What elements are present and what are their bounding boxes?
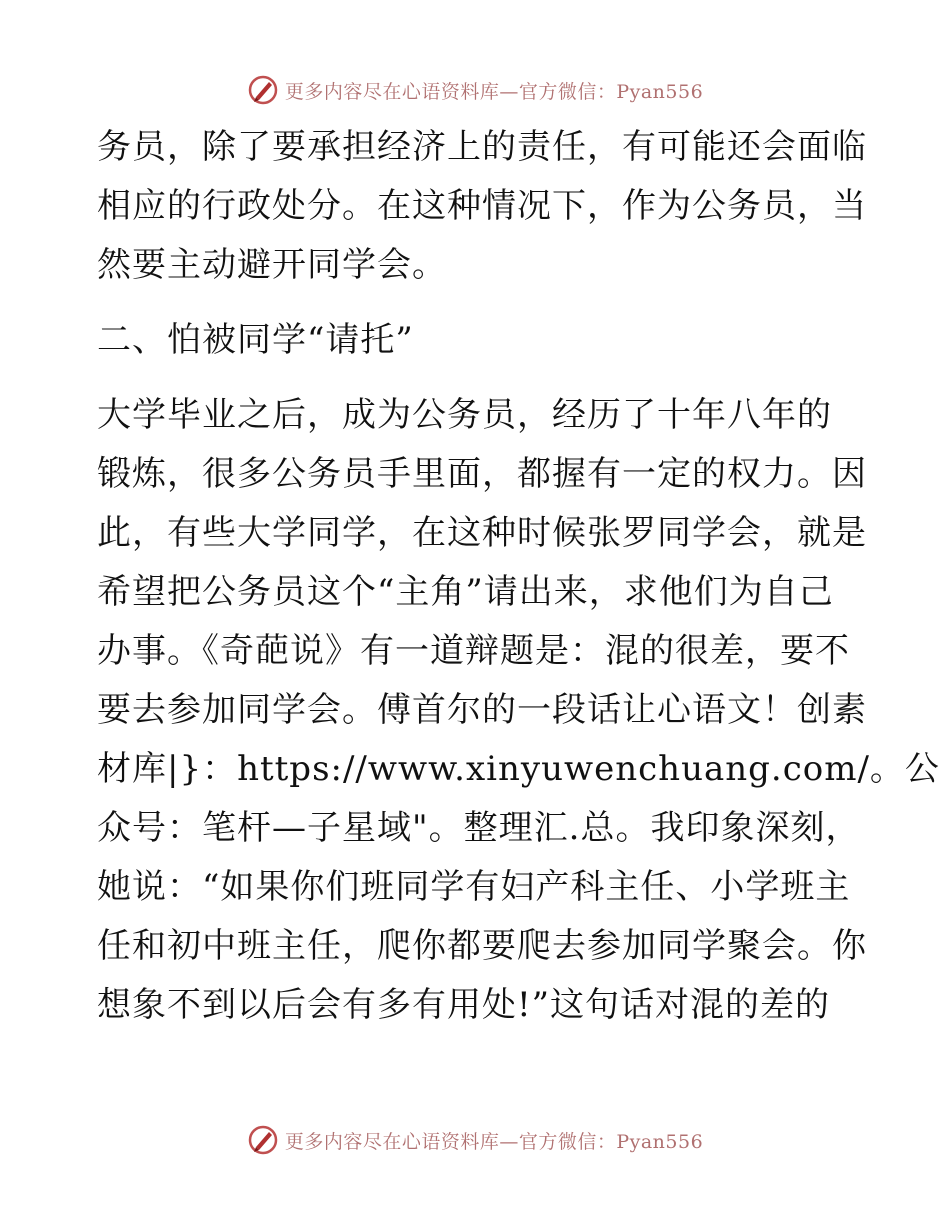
text-line: 务员，除了要承担经济上的责任，有可能还会面临 xyxy=(97,127,867,167)
text-line: 她说：“如果你们班同学有妇产科主任、小学班主 xyxy=(97,867,851,907)
pen-logo-icon xyxy=(247,74,279,106)
text-line: 众号：笔杆—子星域"。整理汇.总。我印象深刻， xyxy=(97,808,861,848)
header-banner-text: 更多内容尽在心语资料库—官方微信：Pyan556 xyxy=(284,80,704,103)
text-line: 想象不到以后会有多有用处!”这句话对混的差的 xyxy=(97,985,831,1025)
text-line: 然要主动避开同学会。 xyxy=(97,245,447,285)
heading-line: 二、怕被同学“请托” xyxy=(97,320,414,360)
paragraph xyxy=(97,118,867,295)
text-line: 要去参加同学会。傅首尔的一段话让心语文！创素 xyxy=(97,690,867,730)
text-line: 相应的行政处分。在这种情况下，作为公务员，当 xyxy=(97,186,867,226)
footer-banner xyxy=(0,1120,950,1160)
text-line: 锻炼，很多公务员手里面，都握有一定的权力。因 xyxy=(97,454,867,494)
section-heading xyxy=(97,311,857,370)
text-line: 任和初中班主任，爬你都要爬去参加同学聚会。你 xyxy=(97,926,867,966)
document-body xyxy=(97,118,940,1035)
text-line: 希望把公务员这个“主角”请出来，求他们为自己 xyxy=(97,572,834,612)
footer-banner-text: 更多内容尽在心语资料库—官方微信：Pyan556 xyxy=(284,1130,704,1153)
text-line: 大学毕业之后，成为公务员，经历了十年八年的 xyxy=(97,395,832,435)
pen-logo-icon xyxy=(247,1124,279,1156)
text-line: 办事。《奇葩说》有一道辩题是：混的很差，要不 xyxy=(97,631,850,671)
text-line: 此，有些大学同学，在这种时候张罗同学会，就是 xyxy=(97,513,867,553)
text-line: 材库|}：https://www.xinyuwenchuang.com/。公 xyxy=(97,749,940,789)
paragraph xyxy=(97,386,940,1035)
header-banner xyxy=(0,70,950,110)
